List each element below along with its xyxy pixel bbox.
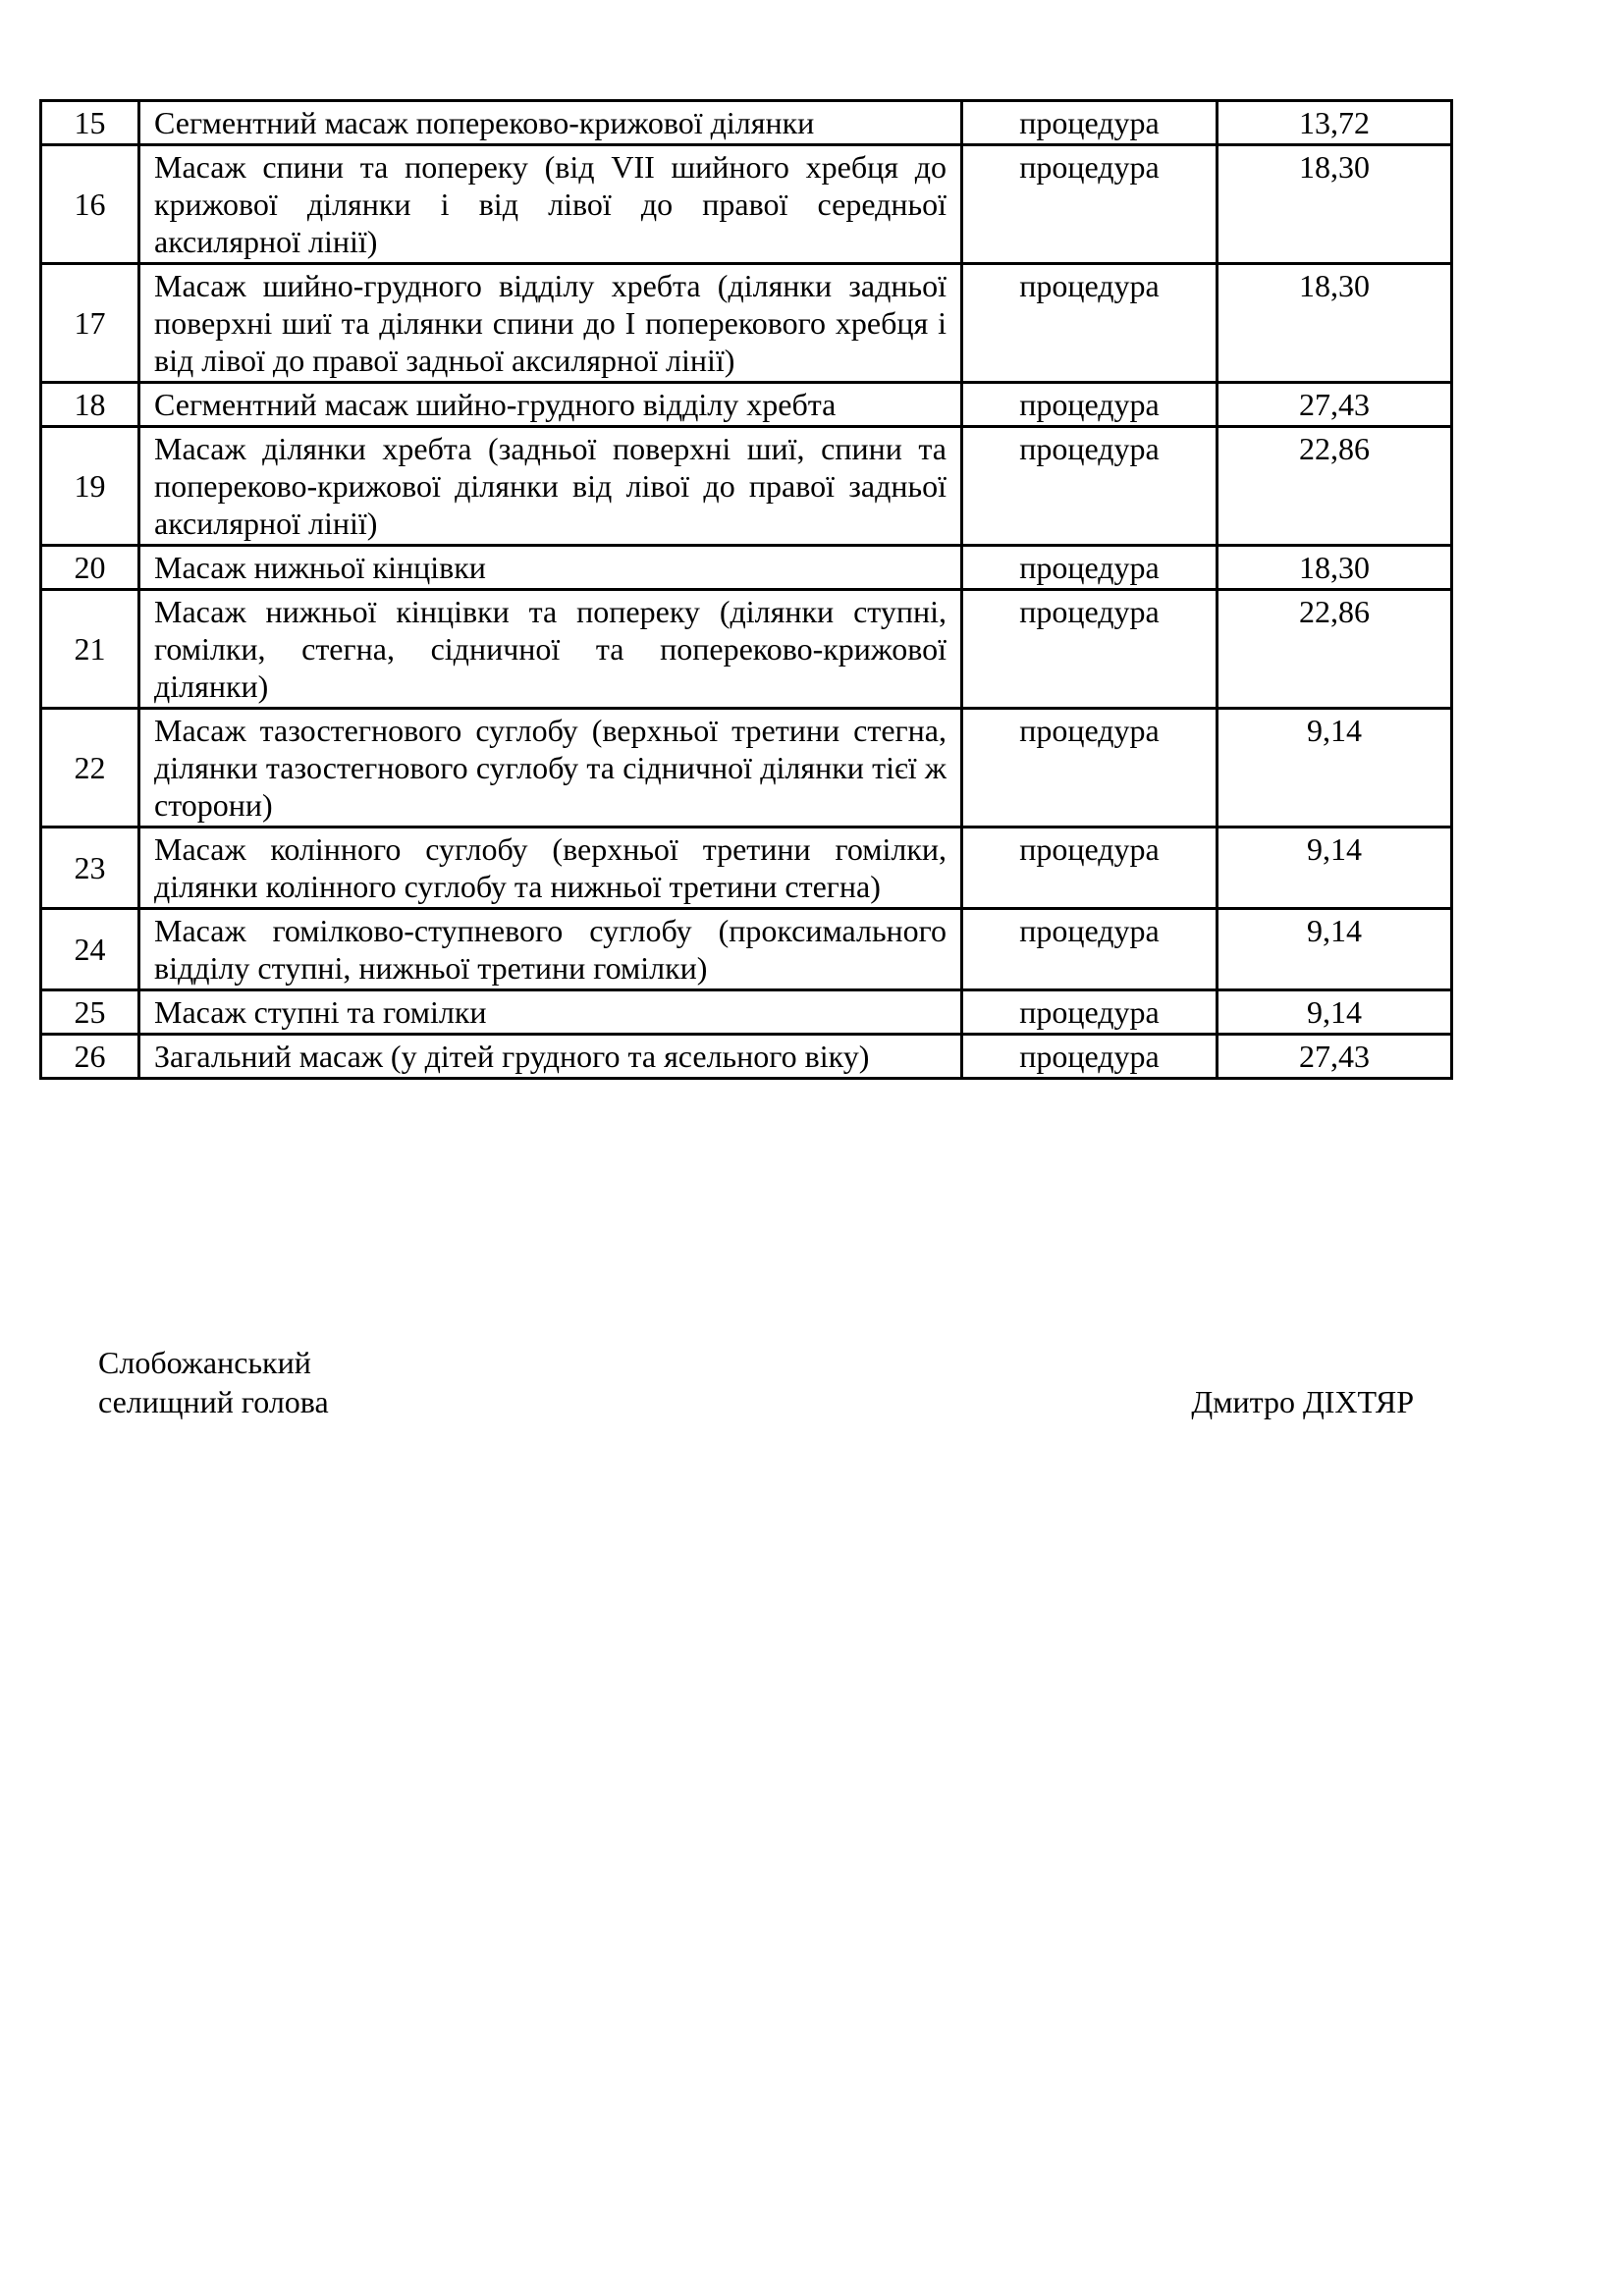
signatory-position-line-2: селищний голова xyxy=(98,1384,329,1419)
table-row xyxy=(41,264,1452,383)
price-table-body xyxy=(41,101,1452,1079)
table-row xyxy=(41,909,1452,990)
service-price: 13,72 xyxy=(1218,101,1452,145)
unit-of-measure: процедура xyxy=(962,546,1218,590)
row-number: 18 xyxy=(41,383,139,427)
service-name: Масаж спини та попереку (від VII шийного хребця до крижової ділянки і від лівої до правої середньої аксилярної лінії) xyxy=(139,145,962,264)
unit-of-measure: процедура xyxy=(962,990,1218,1035)
service-price: 18,30 xyxy=(1218,264,1452,383)
unit-of-measure: процедура xyxy=(962,1035,1218,1079)
row-number: 16 xyxy=(41,145,139,264)
service-price: 9,14 xyxy=(1218,909,1452,990)
row-number: 20 xyxy=(41,546,139,590)
service-name: Сегментний масаж попереково-крижової ділянки xyxy=(139,101,962,145)
unit-of-measure: процедура xyxy=(962,828,1218,909)
table-row xyxy=(41,101,1452,145)
unit-of-measure: процедура xyxy=(962,264,1218,383)
row-number: 22 xyxy=(41,709,139,828)
row-number: 17 xyxy=(41,264,139,383)
service-name: Масаж тазостегнового суглобу (верхньої третини стегна, ділянки тазостегнового суглобу та сідничної ділянки тієї ж сторони) xyxy=(139,709,962,828)
service-name: Масаж колінного суглобу (верхньої третини гомілки, ділянки колінного суглобу та нижньої третини стегна) xyxy=(139,828,962,909)
unit-of-measure: процедура xyxy=(962,145,1218,264)
service-price: 9,14 xyxy=(1218,990,1452,1035)
unit-of-measure: процедура xyxy=(962,383,1218,427)
unit-of-measure: процедура xyxy=(962,709,1218,828)
table-row xyxy=(41,590,1452,709)
table-row xyxy=(41,145,1452,264)
signatory-position-line-1: Слобожанський xyxy=(98,1345,311,1380)
table-row xyxy=(41,828,1452,909)
table-row xyxy=(41,383,1452,427)
unit-of-measure: процедура xyxy=(962,427,1218,546)
service-price: 27,43 xyxy=(1218,383,1452,427)
table-row xyxy=(41,990,1452,1035)
service-name: Масаж ділянки хребта (задньої поверхні шиї, спини та попереково-крижової ділянки від лівої до правої задньої аксилярної лінії) xyxy=(139,427,962,546)
signatory-name: Дмитро ДІХТЯР xyxy=(1191,1384,1414,1419)
unit-of-measure: процедура xyxy=(962,909,1218,990)
row-number: 24 xyxy=(41,909,139,990)
price-table xyxy=(39,99,1453,1080)
service-name: Масаж гомілково-ступневого суглобу (проксимального відділу ступні, нижньої третини гомілки) xyxy=(139,909,962,990)
service-name: Масаж нижньої кінцівки та попереку (ділянки ступні, гомілки, стегна, сідничної та попереково-крижової ділянки) xyxy=(139,590,962,709)
unit-of-measure: процедура xyxy=(962,590,1218,709)
table-row xyxy=(41,427,1452,546)
service-name: Сегментний масаж шийно-грудного відділу хребта xyxy=(139,383,962,427)
signatory-position xyxy=(98,1343,329,1421)
service-price: 9,14 xyxy=(1218,709,1452,828)
service-price: 18,30 xyxy=(1218,145,1452,264)
row-number: 15 xyxy=(41,101,139,145)
row-number: 21 xyxy=(41,590,139,709)
service-name: Масаж шийно-грудного відділу хребта (ділянки задньої поверхні шиї та ділянки спини до I поперекового хребця і від лівої до правої задньої аксилярної лінії) xyxy=(139,264,962,383)
table-row xyxy=(41,546,1452,590)
service-name: Загальний масаж (у дітей грудного та ясельного віку) xyxy=(139,1035,962,1079)
row-number: 23 xyxy=(41,828,139,909)
service-price: 27,43 xyxy=(1218,1035,1452,1079)
service-price: 18,30 xyxy=(1218,546,1452,590)
unit-of-measure: процедура xyxy=(962,101,1218,145)
table-row xyxy=(41,709,1452,828)
row-number: 26 xyxy=(41,1035,139,1079)
service-price: 22,86 xyxy=(1218,590,1452,709)
row-number: 25 xyxy=(41,990,139,1035)
service-name: Масаж ступні та гомілки xyxy=(139,990,962,1035)
service-price: 22,86 xyxy=(1218,427,1452,546)
row-number: 19 xyxy=(41,427,139,546)
service-price: 9,14 xyxy=(1218,828,1452,909)
table-row xyxy=(41,1035,1452,1079)
service-name: Масаж нижньої кінцівки xyxy=(139,546,962,590)
